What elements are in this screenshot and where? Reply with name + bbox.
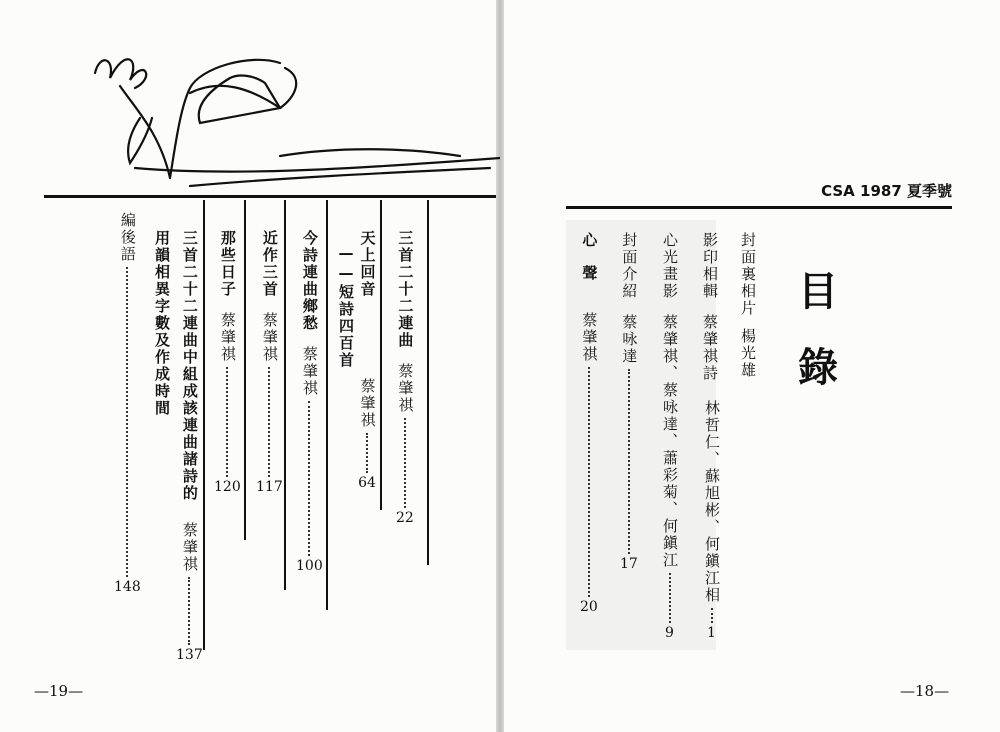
issue-title: CSA 1987 夏季號 <box>821 182 952 200</box>
toc-author-continued: 林哲仁、蘇旭彬、何鎭江相 1 <box>703 400 721 641</box>
toc-entry[interactable]: 那些日子 蔡肇祺 120 <box>214 230 241 495</box>
toc-entry[interactable]: 天上回音 蔡肇祺 64 <box>358 230 377 491</box>
toc-entry[interactable]: 三首二十二連曲中組成該連曲諸詩的 蔡肇祺 137 <box>176 230 203 663</box>
toc-author: 楊光雄 <box>739 328 757 379</box>
column-rule <box>326 200 328 610</box>
toc-entry[interactable]: 三首二十二連曲 蔡肇祺 22 <box>396 230 415 526</box>
toc-entry[interactable]: 心光畫影 蔡肇祺、蔡咏達、蕭彩菊、何鎭江 9 <box>661 232 679 641</box>
toc-subtitle: ——短詩四百首 <box>337 244 355 369</box>
page-number-left: —19— <box>34 682 84 700</box>
toc-entry[interactable]: 影印相輯 蔡肇祺詩 <box>701 232 719 382</box>
column-rule <box>244 200 246 540</box>
sketch-illustration <box>80 38 500 198</box>
column-rule <box>427 200 429 565</box>
toc-entry[interactable]: 編後語 148 <box>114 212 141 595</box>
toc-entry[interactable]: 封面介紹 蔡咏達 17 <box>620 232 639 572</box>
toc-entry[interactable]: 今詩連曲鄉愁 蔡肇祺 100 <box>296 230 323 574</box>
column-rule <box>380 200 382 510</box>
toc-entry[interactable]: 近作三首 蔡肇祺 117 <box>256 230 283 495</box>
toc-entry[interactable]: 封面裏相片 <box>739 232 757 317</box>
left-header-rule <box>44 195 496 198</box>
toc-entry[interactable]: 心聲 蔡肇祺 20 <box>580 232 599 615</box>
page-number-right: —18— <box>900 682 950 700</box>
toc-title-continued: 用韻相異字數及作成時間 <box>153 230 171 417</box>
contents-heading: 目 錄 <box>798 269 838 391</box>
column-rule <box>284 200 286 590</box>
column-rule <box>203 200 205 650</box>
right-header-rule <box>566 206 952 209</box>
